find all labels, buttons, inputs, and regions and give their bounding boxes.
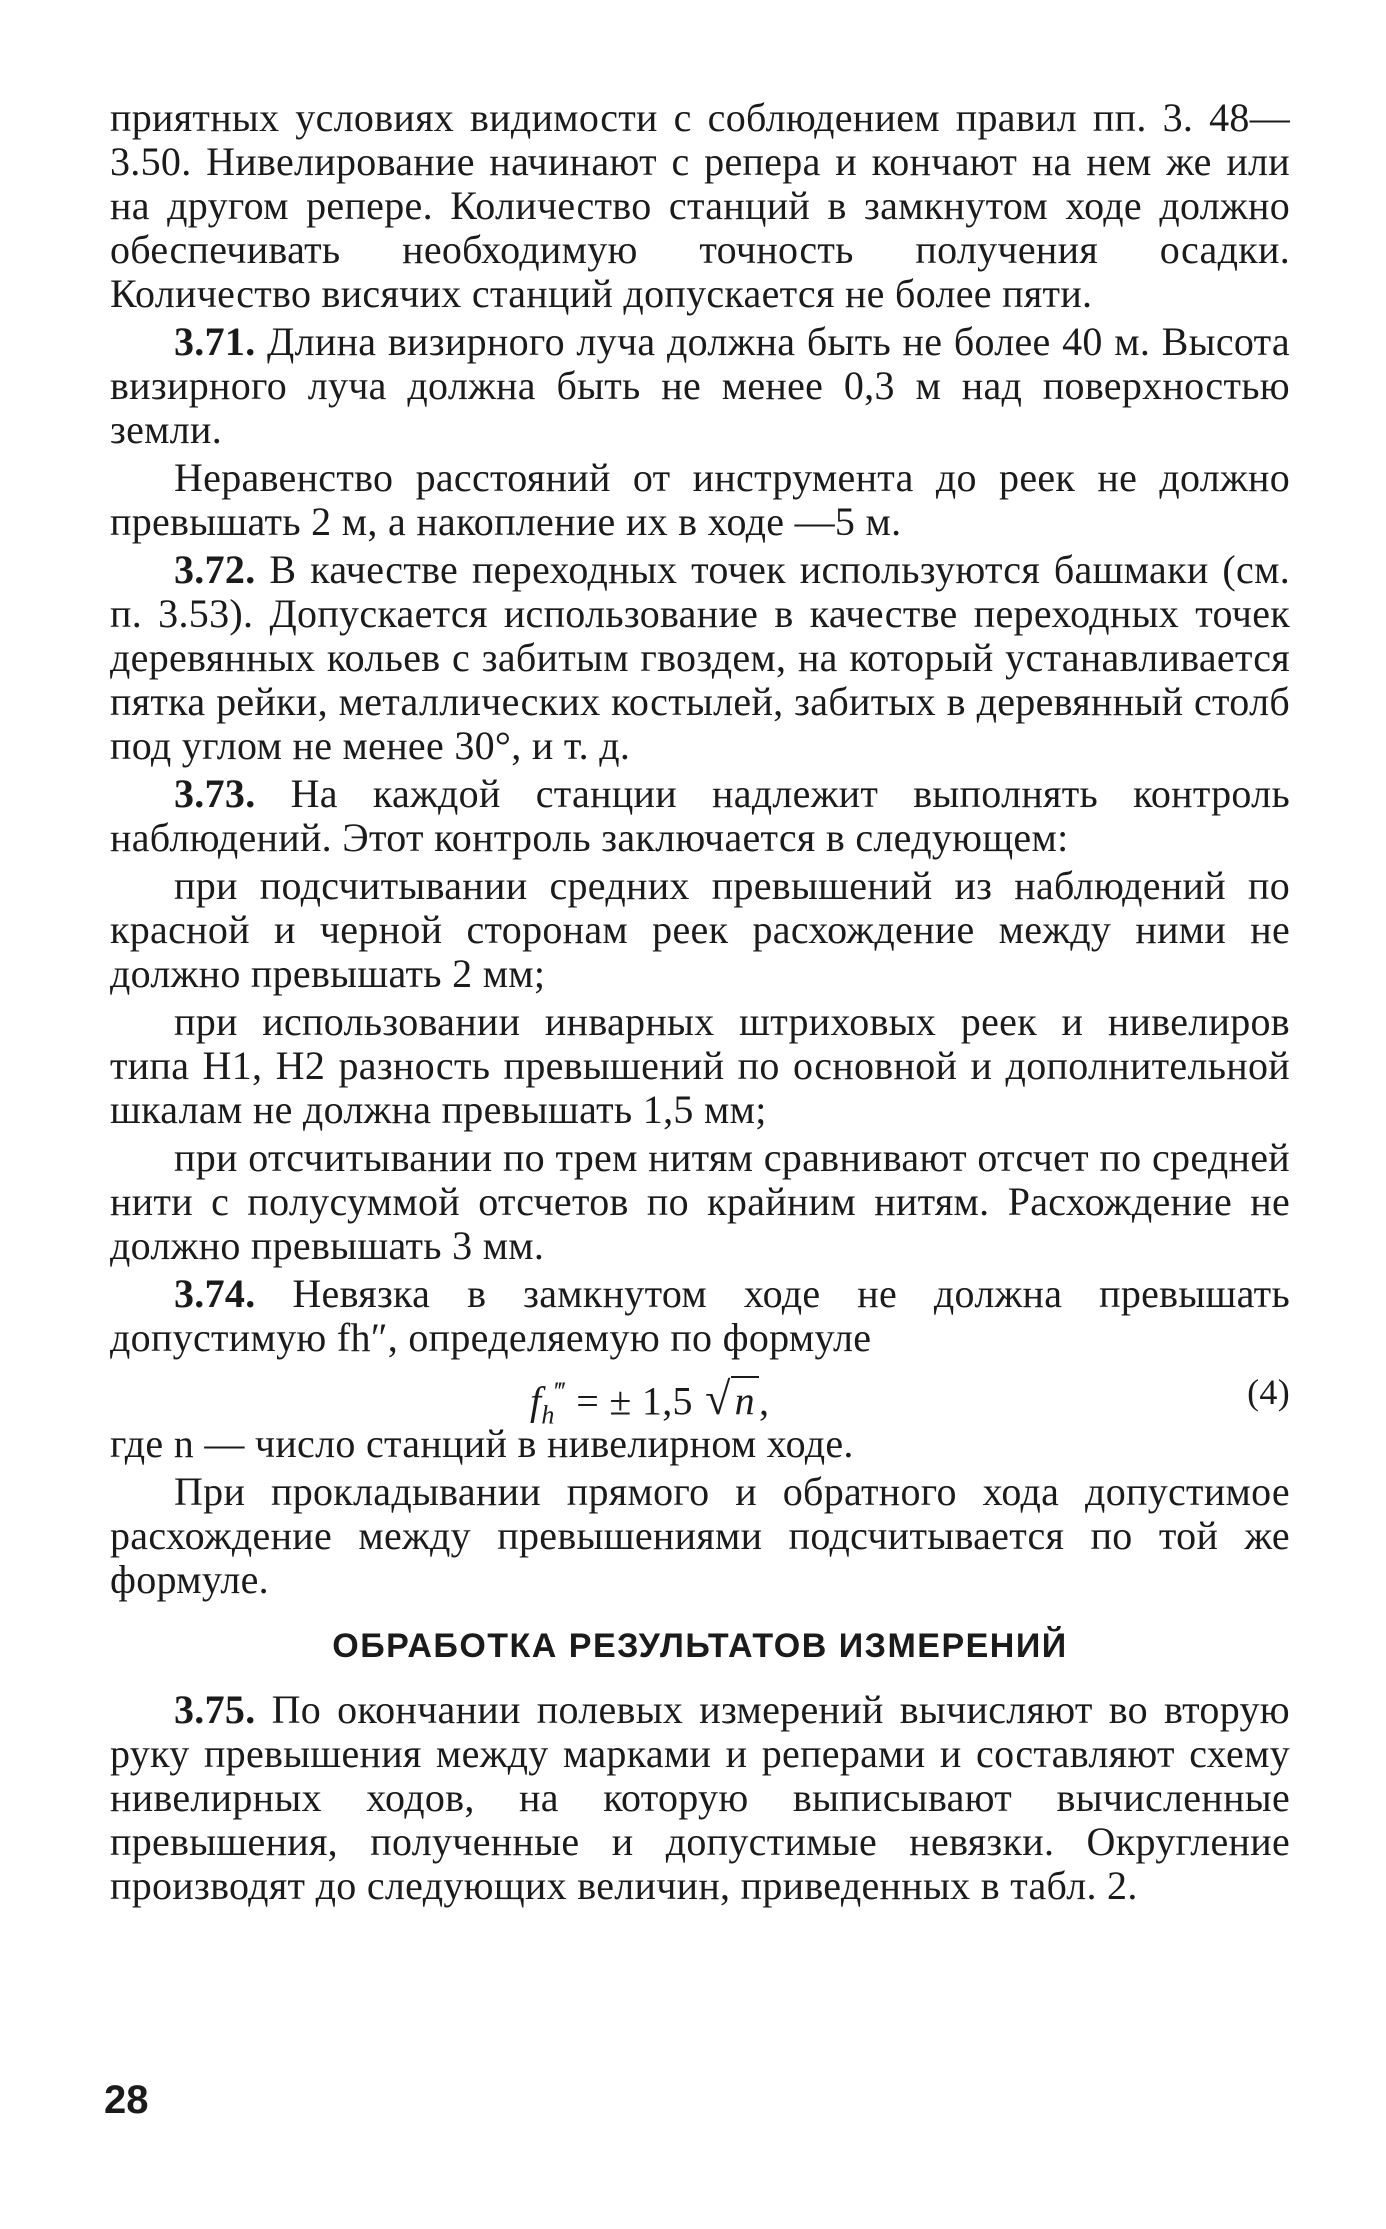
formula-4 (110, 1364, 1290, 1430)
list-item-three-threads (110, 1136, 1290, 1268)
list-item-red-black-sides (110, 864, 1290, 996)
clause-3-75 (110, 1688, 1290, 1908)
clause-text: По окончании полевых измерений вычисляют во вторую руку превышения между марками и реперами и составляют схему нивелирных ходов, на которую выписывают вычисленные превышения, полученные и допустимые невязки. Округление производят до следующих величин, приведенных в табл. 2. (110, 1687, 1290, 1908)
clause-3-72 (110, 548, 1290, 768)
formula-expression (530, 1370, 769, 1437)
clause-number: 3.75. (174, 1687, 256, 1732)
paragraph-continuation (110, 96, 1290, 316)
paragraph-forward-backward (110, 1470, 1290, 1602)
formula-radicand: n (731, 1376, 759, 1423)
formula-lhs-symbol: f (530, 1378, 542, 1424)
paragraph-distance-inequality (110, 456, 1290, 544)
paragraph-text: при отсчитывании по трем нитям сравнивают отсчет по средней нити с полусуммой отсчетов по крайним нитям. Расхождение не должно превышать 3 мм. (110, 1135, 1290, 1268)
paragraph-text: приятных условиях видимости с соблюдением правил пп. 3. 48—3.50. Нивелирование начинают с репера и кончают на нем же или на другом репере. Количество станций в замкнутом ходе должно обеспечивать необходимую точность получения осадки. Количество висячих станций допускается не более пяти. (110, 95, 1290, 316)
list-item-invar-staffs (110, 1000, 1290, 1132)
formula-equals: = ± 1,5 (576, 1378, 693, 1424)
formula-lhs-sup: ‴ (554, 1377, 566, 1406)
paragraph-text: При прокладывании прямого и обратного хода допустимое расхождение между превышениями подсчитывается по той же формуле. (110, 1469, 1290, 1602)
clause-3-71 (110, 320, 1290, 452)
section-heading: ОБРАБОТКА РЕЗУЛЬТАТОВ ИЗМЕРЕНИЙ (332, 1627, 1068, 1665)
paragraph-text: при подсчитывании средних превышений из наблюдений по красной и черной сторонам реек расхождение между ними не должно превышать 2 мм; (110, 863, 1290, 996)
clause-number: 3.72. (174, 547, 256, 592)
clause-text: В качестве переходных точек используются башмаки (см. п. 3.53). Допускается использование в качестве переходных точек деревянных кольев с забитым гвоздем, на который устанавливается пятка рейки, металлических костылей, забитых в деревянный столб под углом не менее 30°, и т. д. (110, 547, 1290, 768)
clause-number: 3.74. (174, 1271, 256, 1316)
clause-3-74 (110, 1272, 1290, 1360)
clause-3-73 (110, 772, 1290, 860)
formula-lhs-sub: h (541, 1400, 555, 1430)
clause-number: 3.71. (174, 319, 256, 364)
clause-number: 3.73. (174, 771, 256, 816)
square-root-sign: √ n (703, 1377, 759, 1423)
formula-trailing: , (758, 1378, 770, 1424)
paragraph-text: Неравенство расстояний от инструмента до реек не должно превышать 2 м, а накопление их в ходе —5 м. (110, 455, 1290, 544)
page-content (110, 96, 1290, 1908)
clause-text: Невязка в замкнутом ходе не должна превышать допустимую fh″, определяемую по формуле (110, 1271, 1290, 1360)
clause-text: Длина визирного луча должна быть не более 40 м. Высота визирного луча должна быть не менее 0,3 м над поверхностью земли. (110, 319, 1290, 452)
page-number: 28 (104, 2078, 149, 2122)
paragraph-text: где n — число станций в нивелирном ходе. (110, 1421, 854, 1466)
paragraph-text: при использовании инварных штриховых реек и нивелиров типа Н1, Н2 разность превышений по основной и дополнительной шкалам не должна превышать 1,5 мм; (110, 999, 1290, 1132)
clause-text: На каждой станции надлежит выполнять контроль наблюдений. Этот контроль заключается в следующем: (110, 771, 1290, 860)
formula-number: (4) (1247, 1372, 1290, 1412)
